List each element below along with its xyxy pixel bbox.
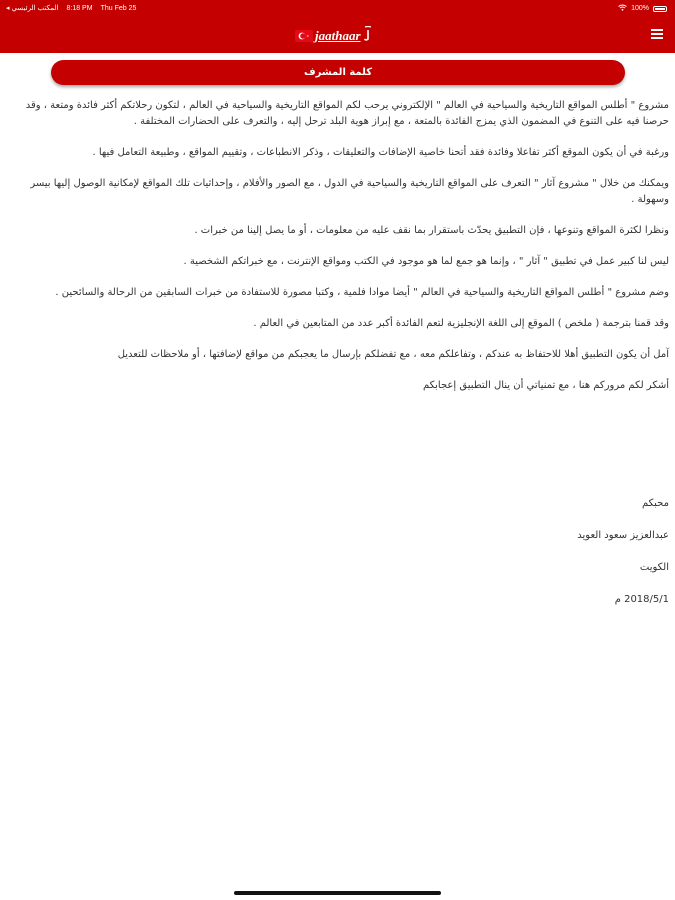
message-paragraph: ورغبة في أن يكون الموقع أكثر تفاعلا وفائدة فقد أتحنا خاصية الإضافات والتعليقات ، وذكر الانطباعات ، وتقييم المواقع ، وطبيعة التعامل فيها .	[92, 147, 669, 158]
battery-percent: 100%	[631, 5, 649, 12]
battery-icon	[653, 6, 667, 12]
message-paragraph: وضم مشروع " أطلس المواقع التاريخية والسياحية في العالم " أيضا موادا فلمية ، وكتبا مصورة للاستفادة من خبرات السابقين من الرحالة والسائحين .	[55, 287, 669, 298]
supervisor-message	[8, 98, 669, 409]
app-logo	[295, 26, 373, 46]
logo-arabic-mark-icon	[363, 26, 373, 46]
page-title: كلمة المشرف	[51, 60, 625, 85]
hamburger-menu-icon[interactable]	[651, 29, 663, 40]
message-paragraph: أشكر لكم مروركم هنا ، مع تمنياتي أن ينال التطبيق إعجابكم	[422, 380, 669, 391]
navigation-bar	[0, 16, 675, 53]
status-right-group	[618, 4, 667, 13]
message-paragraph: ويمكنك من خلال " مشروع آثار " التعرف على المواقع التاريخية والسياحية في الدول ، مع الصور والأفلام ، وإحداثيات تلك المواقع لإمكانية الوصول إليها بيسر وسهولة .	[30, 178, 669, 205]
message-paragraph: ليس لنا كبير عمل في تطبيق " آثار " ، وإنما هو جمع لما هو موجود في الكتب ومواقع الإنترنت ، مع خبراتكم الشخصية .	[183, 256, 669, 267]
message-paragraph: آمل أن يكون التطبيق أهلا للاحتفاظ به عندكم ، وتفاعلكم معه ، مع تفضلكم بإرسال ما يعجبكم من مواقع لإضافتها ، أو ملاحظات للتعديل	[117, 349, 669, 360]
wifi-icon	[618, 4, 627, 13]
turkey-flag-icon	[295, 27, 313, 46]
message-paragraph: وقد قمنا بترجمة ( ملخص ) الموقع إلى اللغة الإنجليزية لتعم الفائدة أكبر عدد من المتابعين في العالم .	[253, 318, 669, 329]
signature-block	[577, 498, 669, 626]
logo-text: jaathaar	[315, 28, 361, 43]
message-paragraph: ونظرا لكثرة المواقع وتنوعها ، فإن التطبيق يحدّث باستقرار بما نقف عليه من معلومات ، أو ما يصل إلينا من خبرات .	[194, 225, 669, 236]
back-to-app-link[interactable]: ◂ المكتب الرئيسي	[6, 5, 59, 12]
signature-date: 2018/5/1 م	[614, 594, 669, 605]
status-date: Thu Feb 25	[100, 4, 137, 12]
status-bar	[0, 0, 675, 16]
status-left-group	[6, 4, 136, 12]
message-paragraph: مشروع " أطلس المواقع التاريخية والسياحية في العالم " الإلكتروني يرحب لكم المواقع التاريخية والسياحية في العالم ، لتكون رحلاتكم أكثر فائدة ومتعة ، وقد حرصنا فيه على التنوع في المضمون الذي يمزج الفائدة بالمتعة ، مع إبراز هوية البلد ترحل إليه ، والتعرف على الحضارات المختلفة .	[25, 100, 669, 127]
signature-greeting: محبكم	[641, 498, 669, 509]
signature-country: الكويت	[639, 562, 669, 573]
signature-name: عبدالعزيز سعود العويد	[577, 530, 669, 541]
home-indicator[interactable]	[234, 891, 441, 895]
status-time: 8:18 PM	[66, 4, 93, 12]
